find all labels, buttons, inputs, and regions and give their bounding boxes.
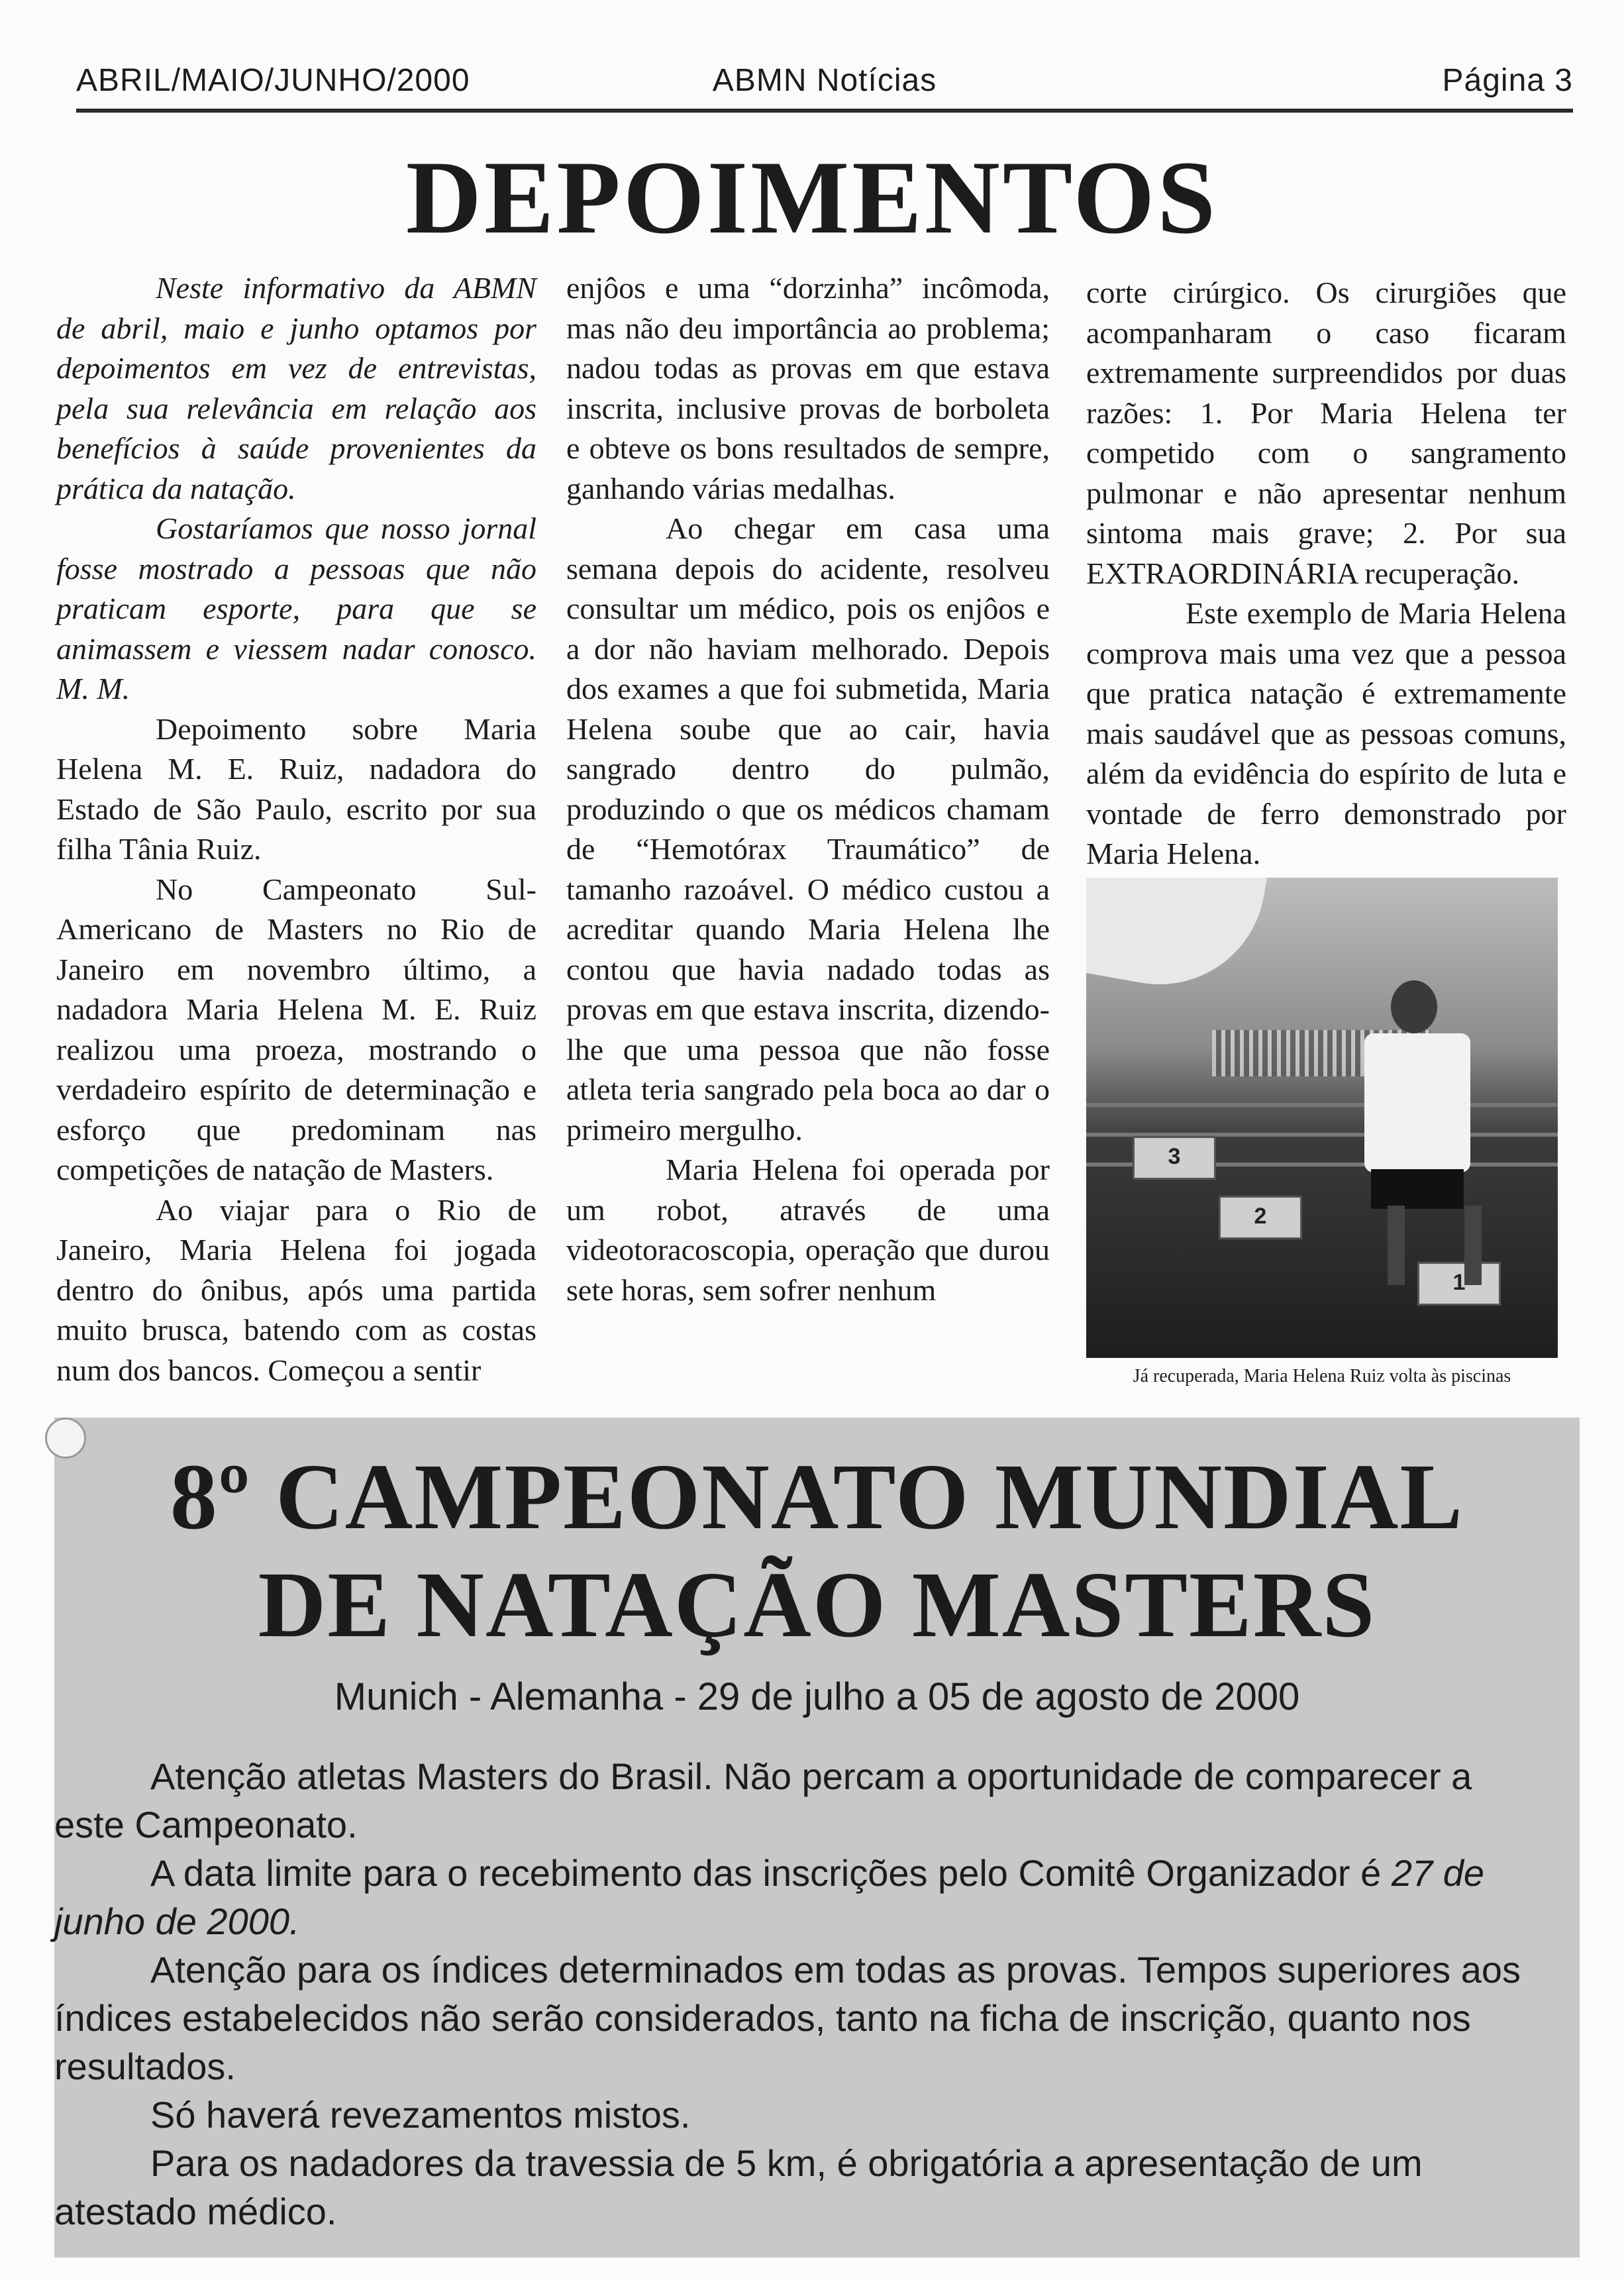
swimmer-photo bbox=[1086, 878, 1558, 1358]
article-paragraph: enjôos e uma “dorzinha” incômoda, mas não deu importância ao problema; nadou todas as provas em que estava inscrita, inclusive provas de borboleta e obteve os bons resultados de sempre, ganhando várias medalhas. bbox=[566, 271, 1050, 505]
article-column-1 bbox=[56, 268, 536, 1390]
notice-paragraph: Atenção para os índices determinados em todas as provas. Tempos superiores aos índices estabelecidos não serão considerados, tanto na ficha de inscrição, quanto nos resultados. bbox=[54, 1949, 1521, 2087]
championship-body bbox=[54, 1752, 1545, 2236]
umbrella-shape bbox=[1086, 878, 1268, 1001]
article-paragraph: Este exemplo de Maria Helena comprova mais uma vez que a pessoa que pratica natação é extremamente mais saudável que as pessoas comuns, além da evidência do espírito de luta e vontade de ferro demonstrado por Maria Helena. bbox=[1086, 596, 1566, 870]
photo-caption: Já recuperada, Maria Helena Ruiz volta às piscinas bbox=[1133, 1366, 1511, 1386]
issue-date: ABRIL/MAIO/JUNHO/2000 bbox=[76, 63, 470, 98]
starting-block: 2 bbox=[1219, 1196, 1302, 1239]
championship-box bbox=[54, 1418, 1580, 2257]
article-column-2 bbox=[566, 268, 1050, 1310]
notice-paragraph: A data limite para o recebimento das inscrições pelo Comitê Organizador é 27 de junho de 2000. bbox=[54, 1852, 1484, 1942]
starting-block: 1 bbox=[1417, 1262, 1501, 1306]
article-paragraph: No Campeonato Sul-Americano de Masters no Rio de Janeiro em novembro último, a nadadora Maria Helena M. E. Ruiz realizou uma proeza, mostrando o verdadeiro espírito de determinação e esforço que predominam nas competições de natação de Masters. bbox=[56, 872, 536, 1186]
championship-subtitle: Munich - Alemanha - 29 de julho a 05 de agosto de 2000 bbox=[334, 1675, 1300, 1718]
notice-paragraph: Só haverá revezamentos mistos. bbox=[150, 2094, 691, 2136]
publication-name: ABMN Notícias bbox=[712, 63, 937, 98]
article-paragraph: corte cirúrgico. Os cirurgiões que acompanharam o caso ficaram extremamente surpreendidos por duas razões: 1. Por Maria Helena ter competido com o sangramento pulmonar e não apresentar nenhum sintoma mais grave; 2. Por sua EXTRAORDINÁRIA recuperação. bbox=[1086, 276, 1566, 590]
notice-paragraph: Atenção atletas Masters do Brasil. Não percam a oportunidade de comparecer a este Campeonato. bbox=[54, 1755, 1472, 1845]
intro-paragraph: Neste informativo da ABMN de abril, maio e junho optamos por depoimentos em vez de entrevistas, pela sua relevância em relação aos benefícios à saúde provenientes da prática da natação. bbox=[56, 271, 536, 505]
article-paragraph: Ao viajar para o Rio de Janeiro, Maria Helena foi jogada dentro do ônibus, após uma partida muito brusca, batendo com as costas num dos bancos. Começou a sentir bbox=[56, 1192, 536, 1387]
swimmer-figure bbox=[1351, 980, 1470, 1292]
starting-block: 3 bbox=[1133, 1136, 1216, 1180]
punch-hole bbox=[45, 1418, 86, 1459]
page-number: Página 3 bbox=[1442, 63, 1573, 98]
deadline-date: 27 de junho de 2000. bbox=[54, 1852, 1484, 1942]
article-column-3 bbox=[1086, 273, 1566, 874]
article-paragraph: Depoimento sobre Maria Helena M. E. Ruiz, nadadora do Estado de São Paulo, escrito por sua filha Tânia Ruiz. bbox=[56, 711, 536, 866]
article-paragraph: Maria Helena foi operada por um robot, através de uma videotoracoscopia, operação que durou sete horas, sem sofrer nenhum bbox=[566, 1153, 1050, 1307]
page-header bbox=[76, 57, 1573, 113]
article-paragraph: Ao chegar em casa uma semana depois do acidente, resolveu consultar um médico, pois os enjôos e a dor não haviam melhorado. Depois dos exames a que foi submetida, Maria Helena soube que ao cair, havia sangrado dentro do pulmão, produzindo o que os médicos chamam de “Hemotórax Traumático” de tamanho razoável. O médico custou a acreditar quando Maria Helena lhe contou que havia nadado todas as provas em que estava inscrita, dizendo-lhe que uma pessoa que não fosse atleta teria sangrado pela boca ao dar o primeiro mergulho. bbox=[566, 511, 1050, 1147]
intro-paragraph: Gostaríamos que nosso jornal fosse mostrado a pessoas que não praticam esporte, para que se animassem e viessem nadar conosco. M. M. bbox=[56, 511, 536, 705]
page-title: DEPOIMENTOS bbox=[405, 140, 1219, 256]
notice-paragraph: Para os nadadores da travessia de 5 km, é obrigatória a apresentação de um atestado médico. bbox=[54, 2142, 1423, 2232]
championship-title: 8º CAMPEONATO MUNDIAL DE NATAÇÃO MASTERS bbox=[170, 1444, 1464, 1657]
